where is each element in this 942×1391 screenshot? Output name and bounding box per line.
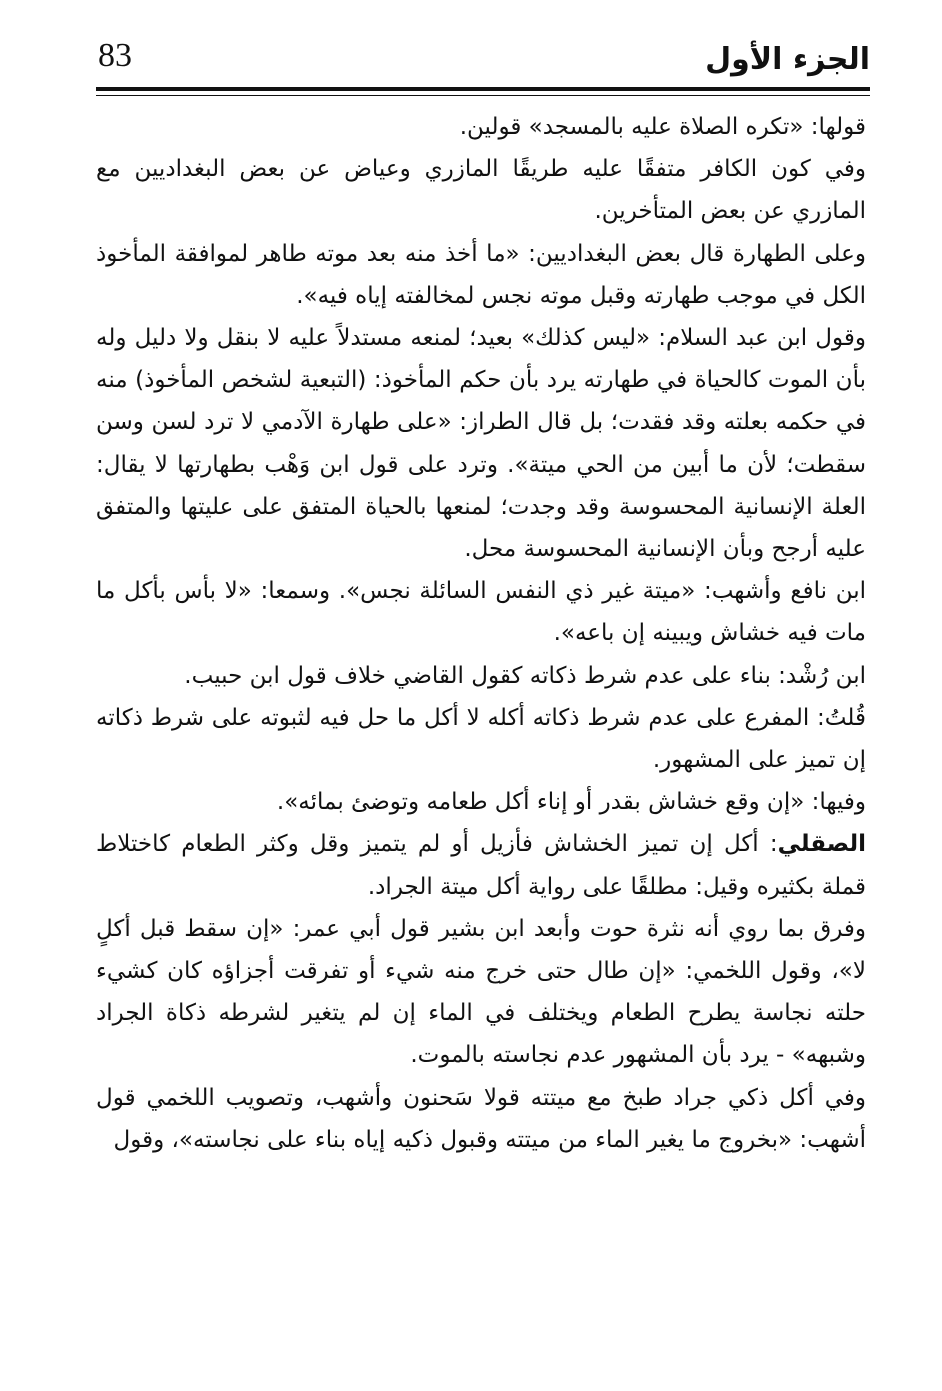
header-rule-thick <box>96 87 870 91</box>
paragraph: قولها: «تكره الصلاة عليه بالمسجد» قولين. <box>459 114 866 140</box>
paragraph <box>96 823 866 907</box>
paragraph: وفي كون الكافر متفقًا عليه طريقًا المازري وعياض عن بعض البغداديين مع المازري عن بعض المتأخرين. <box>96 156 866 225</box>
header-rule-thin <box>96 95 870 96</box>
paragraph: وفيها: «إن وقع خشاش بقدر أو إناء أكل طعامه وتوضئ بمائه». <box>276 789 866 816</box>
paragraph: قُلتُ: المفرع على عدم شرط ذكاته أكله لا أكل ما حل فيه لثبوته على شرط ذكاته إن تميز على المشهور. <box>96 704 866 774</box>
paragraph: ابن نافع وأشهب: «ميتة غير ذي النفس السائلة نجس». وسمعا: «لا بأس بأكل ما مات فيه خشاش ويبينه إن باعه». <box>96 578 866 647</box>
page-number: 83 <box>98 37 132 74</box>
running-title: الجزء الأول <box>705 42 870 77</box>
paragraph: وفي أكل ذكي جراد طبخ مع ميتته قولا سَحنون وأشهب، وتصويب اللخمي قول أشهب: «بخروج ما يغير الماء من ميتته وقبول ذكيه إياه بناء على نجاسته»، وقول <box>96 1084 866 1153</box>
paragraph: وفرق بما روي أنه نثرة حوت وأبعد ابن بشير قول أبي عمر: «إن سقط قبل أكلٍ لا»، وقول اللخمي: «إن طال حتى خرج منه شيء أو تفرقت أجزاؤه كان كشيء حلته نجاسة يطرح الطعام ويختلف في الماء إن لم يتغير لشرطه ذكاة الجراد وشبهه» - يرد بأن المشهور عدم نجاسته بالموت. <box>96 915 866 1069</box>
paragraph: وقول ابن عبد السلام: «ليس كذلك» بعيد؛ لمنعه مستدلاً عليه لا بنقل ولا دليل وله بأن الموت كالحياة في طهارته يرد بأن حكم المأخوذ: (التبعية لشخص المأخوذ) منه في حكمه بعلته وقد فقدت؛ بل قال الطراز: «على طهارة الآدمي لا ترد لسن وسن سقطت؛ لأن ما أبين من الحي ميتة». وترد على قول ابن وَهْب بطهارتها لا يقال: العلة الإنسانية المحسوسة وقد وجدت؛ لمنعها بالحياة المتفق على عليتها والمتفق عليه أرجح وبأن الإنسانية المحسوسة محل. <box>96 325 866 563</box>
paragraph-lead: الصقلي <box>777 831 866 858</box>
paragraph: وعلى الطهارة قال بعض البغداديين: «ما أخذ منه بعد موته طاهر لموافقة المأخوذ الكل في موجب طهارته وقبل موته نجس لمخالفته إياه فيه». <box>96 240 866 309</box>
body-text <box>96 106 866 1161</box>
paragraph: ابن رُشْد: بناء على عدم شرط ذكاته كقول القاضي خلاف قول ابن حبيب. <box>184 662 866 689</box>
page-header <box>86 30 870 90</box>
paragraph-text: : أكل إن تميز الخشاش فأزيل أو لم يتميز وقل وكثر الطعام كاختلاط قملة بكثيره وقيل: مطلقًا على رواية أكل ميتة الجراد. <box>96 831 866 900</box>
